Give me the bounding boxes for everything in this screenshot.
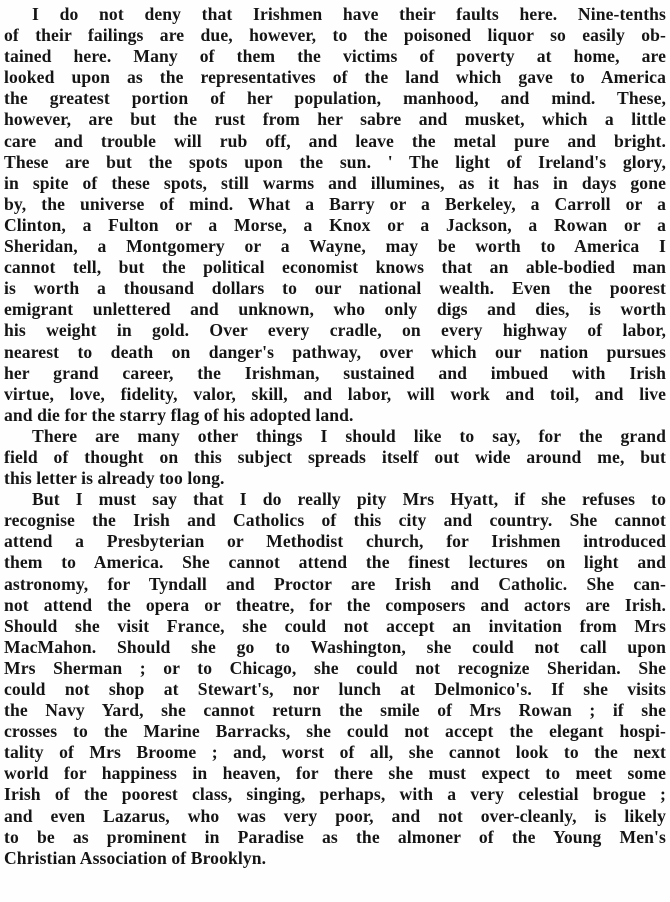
- text-line: the greatest portion of her population, manhood, and mind. These,: [4, 88, 666, 109]
- text-line: attend a Presbyterian or Methodist church, for Irishmen introduced: [4, 531, 666, 552]
- text-line: field of thought on this subject spreads itself out wide around me, but: [4, 446, 666, 467]
- text-line: of their failings are due, however, to the poisoned liquor so easily ob-: [4, 25, 666, 46]
- text-line: this letter is already too long.: [4, 468, 225, 489]
- text-line: Irish of the poorest class, singing, perhaps, with a very celestial brogue ;: [4, 784, 666, 805]
- text-line: Should she visit France, she could not accept an invitation from Mrs: [4, 615, 666, 636]
- text-line: world for happiness in heaven, for there she must expect to meet some: [4, 763, 666, 784]
- text-line: These are but the spots upon the sun. ' The light of Ireland's glory,: [4, 151, 666, 172]
- text-line: looked upon as the representatives of the land which gave to America: [4, 67, 666, 88]
- text-line: Christian Association of Brooklyn.: [4, 847, 267, 868]
- text-line: But I must say that I do really pity Mrs Hyatt, if she refuses to: [32, 489, 666, 510]
- text-line: by, the universe of mind. What a Barry or a Berkeley, a Carroll or a: [4, 193, 666, 214]
- text-line: cannot tell, but the political economist knows that an able-bodied man: [4, 257, 666, 278]
- text-line: and die for the starry flag of his adopted land.: [4, 404, 354, 425]
- text-line: his weight in gold. Over every cradle, on every highway of labor,: [4, 320, 666, 341]
- text-line: There are many other things I should like to say, for the grand: [32, 425, 666, 446]
- letter-text: [4, 4, 666, 869]
- text-line: to be as prominent in Paradise as the almoner of the Young Men's: [4, 826, 666, 847]
- text-line: Sheridan, a Montgomery or a Wayne, may be worth to America I: [4, 236, 666, 257]
- text-line: virtue, love, fidelity, valor, skill, and labor, will work and toil, and live: [4, 383, 666, 404]
- text-line: not attend the opera or theatre, for the composers and actors are Irish.: [4, 594, 666, 615]
- text-line: Clinton, a Fulton or a Morse, a Knox or a Jackson, a Rowan or a: [4, 214, 666, 235]
- text-line: Mrs Sherman ; or to Chicago, she could not recognize Sheridan. She: [4, 657, 666, 678]
- text-line: is worth a thousand dollars to our national wealth. Even the poorest: [4, 278, 666, 299]
- text-line: MacMahon. Should she go to Washington, she could not call upon: [4, 636, 666, 657]
- text-line: her grand career, the Irishman, sustained and imbued with Irish: [4, 362, 666, 383]
- text-line: however, are but the rust from her sabre and musket, which a little: [4, 109, 666, 130]
- text-line: astronomy, for Tyndall and Proctor are Irish and Catholic. She can-: [4, 573, 666, 594]
- text-line: in spite of these spots, still warms and illumines, as it has in days gone: [4, 172, 666, 193]
- text-line: the Navy Yard, she cannot return the smile of Mrs Rowan ; if she: [4, 700, 666, 721]
- text-line: emigrant unlettered and unknown, who only digs and dies, is worth: [4, 299, 666, 320]
- text-line: crosses to the Marine Barracks, she could not accept the elegant hospi-: [4, 721, 666, 742]
- text-line: I do not deny that Irishmen have their faults here. Nine-tenths: [32, 4, 666, 24]
- text-line: care and trouble will rub off, and leave the metal pure and bright.: [4, 130, 666, 151]
- text-line: them to America. She cannot attend the finest lectures on light and: [4, 552, 666, 573]
- text-line: nearest to death on danger's pathway, over which our nation pursues: [4, 341, 666, 362]
- text-line: tained here. Many of them the victims of poverty at home, are: [4, 46, 666, 67]
- text-line: and even Lazarus, who was very poor, and not over-cleanly, is likely: [4, 805, 666, 826]
- text-line: could not shop at Stewart's, nor lunch at Delmonico's. If she visits: [4, 679, 666, 699]
- text-line: tality of Mrs Broome ; and, worst of all, she cannot look to the next: [4, 742, 666, 763]
- text-line: recognise the Irish and Catholics of this city and country. She cannot: [4, 510, 666, 531]
